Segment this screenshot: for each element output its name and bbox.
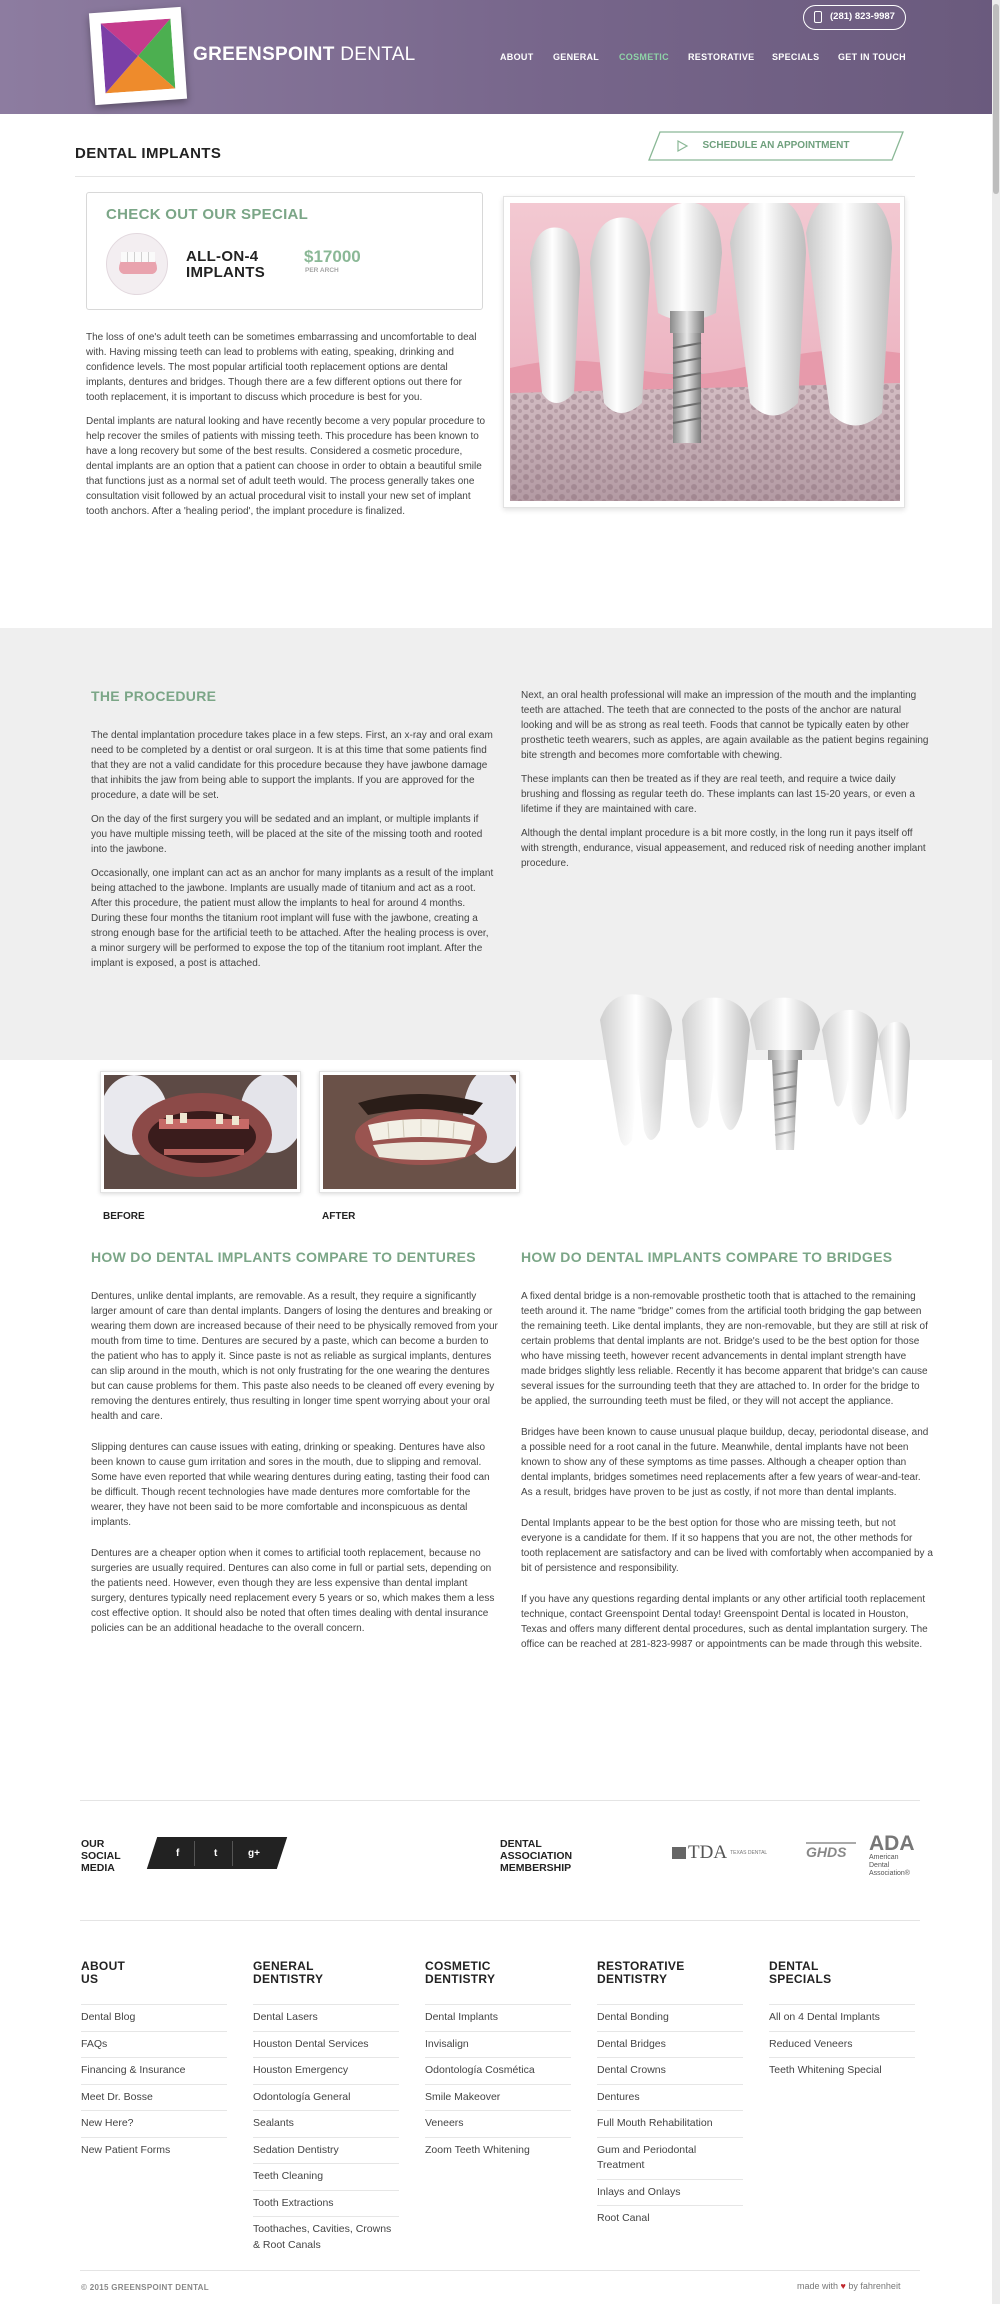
- implant-thumbnail: [106, 233, 168, 295]
- footer-link[interactable]: Teeth Whitening Special: [769, 2057, 915, 2084]
- footer-link[interactable]: Invisalign: [425, 2031, 571, 2058]
- nav-specials[interactable]: SPECIALS: [772, 52, 820, 62]
- footer-link[interactable]: Dental Bridges: [597, 2031, 743, 2058]
- footer-list-restorative: [597, 2004, 743, 2232]
- tda-logo[interactable]: TDA TEXAS DENTAL: [672, 1842, 782, 1860]
- special-card[interactable]: [86, 192, 483, 310]
- dentures-paragraph: Dentures are a cheaper option when it comes to artificial tooth replacement, because no surgeries are usually required. Dentures can also come in full or partial sets, depending on the patients need. However, even though they are less expensive than dental implant surgery, dentures typically need replacement every 5 years or so, which makes them a less cost effective option. It should also be noted that often times dealing with dental insurance policies can be an additional headache to the overall concern.: [91, 1548, 495, 1634]
- procedure-paragraph: Occasionally, one implant can act as an anchor for many implants as a result of the implant being attached to the jawbone. Implants are usually made of titanium and act as a root. After this procedure, the patient must allow the implants to heal for around 4 months. During these four months the titanium root implant will fuse with the jawbone, creating a strong enough base for the artificial teeth to be attached. After the healing process is over, a minor surgery will be performed to expose the top of the titanium root implant. After the implant is exposed, a post is attached.: [91, 868, 494, 969]
- implant-hero-image: [510, 203, 900, 501]
- intro-paragraph: The loss of one's adult teeth can be sometimes embarrassing and uncomfortable to deal with. Having missing teeth can lead to problems with eating, speaking, drinking and confidence levels. The most popular artificial tooth replacement options are dental implants, dentures and bridges. Though there are a few different options out there for tooth replacement, it is important to discuss which procedure is best for you.: [86, 332, 477, 403]
- phone-button[interactable]: [803, 5, 906, 30]
- footer-link[interactable]: FAQs: [81, 2031, 227, 2058]
- footer-link[interactable]: New Patient Forms: [81, 2137, 227, 2164]
- footer-link[interactable]: Houston Emergency: [253, 2057, 399, 2084]
- footer-heading-specials: DENTAL SPECIALS: [769, 1959, 832, 1986]
- special-heading: CHECK OUT OUR SPECIAL: [106, 206, 309, 223]
- before-photo: [104, 1075, 297, 1189]
- footer-link[interactable]: Teeth Cleaning: [253, 2163, 399, 2190]
- special-per: PER ARCH: [305, 267, 339, 274]
- footer-link[interactable]: Dental Implants: [425, 2004, 571, 2031]
- footer-link[interactable]: Root Canal: [597, 2205, 743, 2232]
- hero-image-frame: [503, 196, 905, 508]
- heart-icon: ♥: [840, 2281, 846, 2291]
- footer-heading-cosmetic: COSMETIC DENTISTRY: [425, 1959, 496, 1986]
- nav-general[interactable]: GENERAL: [553, 52, 600, 62]
- ghds-logo[interactable]: GHDS: [806, 1842, 856, 1864]
- procedure-paragraph: These implants can then be treated as if they are real teeth, and require a twice daily brushing and flossing as regular teeth do. These implants can last 15-20 years, or even a lifetime if they are maintained with care.: [521, 774, 915, 815]
- site-header: [0, 0, 1000, 114]
- footer-link[interactable]: Sedation Dentistry: [253, 2137, 399, 2164]
- footer-link[interactable]: Zoom Teeth Whitening: [425, 2137, 571, 2164]
- footer-link[interactable]: Smile Makeover: [425, 2084, 571, 2111]
- dentures-text: [91, 1289, 501, 1645]
- nav-cosmetic[interactable]: COSMETIC: [619, 52, 669, 62]
- special-name: ALL-ON-4 IMPLANTS: [186, 248, 266, 281]
- procedure-left-column: [91, 728, 496, 980]
- bridges-paragraph: If you have any questions regarding dental implants or any other artificial tooth replacement technique, contact Greenspoint Dental today! Greenspoint Dental is located in Houston, Texas and offers many different dental procedures, such as dental implantation surgery. The office can be reached at 281-823-9987 or appointments can be made through this website.: [521, 1594, 928, 1650]
- dentures-paragraph: Dentures, unlike dental implants, are removable. As a result, they require a significantly larger amount of care than dental implants. Dangers of losing the dentures and breaking or wearing them down are increased because of their need to be physically removed from your mouth from time to time. Dentures are secured by a paste, which can become a burden to the patient who has to apply it. Since paste is not as reliable as surgical implants, dentures can slip around in the mouth, which is not only frustrating for the one wearing the dentures but can cause problems for them. This paste also needs to be cleaned off every evening by removing the dentures entirely, thus resulting in longer time spent worrying about your oral health and care.: [91, 1291, 498, 1422]
- footer-heading-restorative: RESTORATIVE DENTISTRY: [597, 1959, 685, 1986]
- bridges-heading: HOW DO DENTAL IMPLANTS COMPARE TO BRIDGES: [521, 1249, 893, 1265]
- footer-link[interactable]: Dentures: [597, 2084, 743, 2111]
- scrollbar[interactable]: [992, 0, 1000, 2304]
- title-divider: [75, 176, 915, 177]
- before-photo-frame[interactable]: [100, 1071, 301, 1193]
- footer-link[interactable]: Dental Blog: [81, 2004, 227, 2031]
- procedure-right-column: [521, 688, 931, 880]
- cta-label: SCHEDULE AN APPOINTMENT: [702, 140, 850, 151]
- logo-mark: [101, 19, 176, 94]
- twitter-icon[interactable]: t: [199, 1841, 233, 1866]
- footer-link[interactable]: New Here?: [81, 2110, 227, 2137]
- page-title-wrap: [75, 145, 221, 162]
- social-separator: [194, 1841, 195, 1866]
- intro-text: [86, 330, 486, 528]
- association-label: DENTAL ASSOCIATION MEMBERSHIP: [500, 1838, 573, 1874]
- footer-link[interactable]: Odontología General: [253, 2084, 399, 2111]
- footer-link[interactable]: Gum and Periodontal Treatment: [597, 2137, 743, 2179]
- special-price: $17000: [304, 247, 361, 266]
- copyright: © 2015 GREENSPOINT DENTAL: [81, 2283, 209, 2292]
- procedure-heading: THE PROCEDURE: [91, 688, 217, 704]
- dentures-paragraph: Slipping dentures can cause issues with eating, drinking or speaking. Dentures have also been known to cause gum irritation and sores in the mouth, due to slipping and removal. Some have even reported that while wearing dentures during eating, tasting their food can be difficult. Though recent technologies have made dentures more comfortable for the wearer, they have not been said to be more comfortable and inconspicuous as dental implants.: [91, 1442, 490, 1528]
- bridges-paragraph: A fixed dental bridge is a non-removable prosthetic tooth that is attached to the remaining teeth around it. The name "bridge" comes from the artificial tooth bridging the gap between the remaining teeth. Like dental implants, they are non-removable, but they are still at risk of certain problems that dental implants are not. Bridge's used to be the best option for those who have missing teeth, however recent advancements in dental implant strength have made bridges slightly less reliable. Recently it has become apparent that bridge's can cause several issues for the surrounding teeth that they are attached to. In order for the bridge to be applied, the surrounding teeth must be filed, or they will not accept the appliance.: [521, 1291, 928, 1407]
- footer-list-about: [81, 2004, 227, 2163]
- schedule-appointment-button[interactable]: [648, 131, 904, 161]
- facebook-icon[interactable]: f: [161, 1841, 195, 1866]
- footer-link[interactable]: Dental Lasers: [253, 2004, 399, 2031]
- footer-link[interactable]: Odontología Cosmética: [425, 2057, 571, 2084]
- after-photo: [323, 1075, 516, 1189]
- bottom-divider: [80, 2270, 920, 2271]
- nav-restorative[interactable]: RESTORATIVE: [688, 52, 755, 62]
- footer-list-cosmetic: [425, 2004, 571, 2163]
- footer-link[interactable]: Sealants: [253, 2110, 399, 2137]
- dentures-heading: HOW DO DENTAL IMPLANTS COMPARE TO DENTURES: [91, 1249, 476, 1265]
- teeth-illustration: [590, 990, 910, 1190]
- google-plus-icon[interactable]: g+: [237, 1841, 271, 1866]
- footer-list-specials: [769, 2004, 915, 2084]
- social-separator: [232, 1841, 233, 1866]
- page-title: DENTAL IMPLANTS: [75, 145, 222, 162]
- after-photo-frame[interactable]: [319, 1071, 520, 1193]
- footer-link[interactable]: Reduced Veneers: [769, 2031, 915, 2058]
- footer-link[interactable]: Dental Crowns: [597, 2057, 743, 2084]
- footer-link[interactable]: Toothaches, Cavities, Crowns & Root Canals: [253, 2216, 399, 2258]
- footer-link[interactable]: All on 4 Dental Implants: [769, 2004, 915, 2031]
- footer-link[interactable]: Dental Bonding: [597, 2004, 743, 2031]
- content-divider: [80, 1800, 920, 1801]
- bridges-paragraph: Bridges have been known to cause unusual plaque buildup, decay, periodontal disease, and a possible need for a root canal in the future. Meanwhile, dental implants have not been known to show any of these symptoms as time passes. Although a cheaper option than dental implants, bridges sometimes need replacements after a few years of wear-and-tear. As a result, bridges have proven to be just as costly, if not more than dental implants.: [521, 1427, 929, 1498]
- logo[interactable]: [89, 7, 187, 105]
- footer-link[interactable]: Veneers: [425, 2110, 571, 2137]
- brand-name[interactable]: GREENSPOINT DENTAL: [193, 44, 416, 65]
- footer-heading-about: ABOUT US: [81, 1959, 126, 1986]
- scrollbar-thumb[interactable]: [993, 4, 999, 194]
- footer-link[interactable]: Inlays and Onlays: [597, 2179, 743, 2206]
- nav-about[interactable]: ABOUT: [500, 52, 534, 62]
- social-label: OUR SOCIAL MEDIA: [81, 1838, 121, 1874]
- intro-paragraph: Dental implants are natural looking and have recently become a very popular procedure to help recover the smiles of patients with missing teeth. This procedure has been known to have a long recovery but some of the best results. Considered a cosmetic procedure, dental implants are an option that a patient can choose in order to obtain a beautiful smile that functions just as a normal set of adult teeth would. The process generally takes one consultation visit followed by an actual procedural visit to install your new set of implant tooth anchors. After a 'healing period', the implant procedure is finalized.: [86, 416, 486, 517]
- phone-icon: [814, 11, 822, 23]
- procedure-paragraph: The dental implantation procedure takes place in a few steps. First, an x-ray and oral exam need to be completed by a dentist or oral surgeon. It is at this time that some patients find that they are not a valid candidate for this procedure because they have jawbone damage that inhibits the jaw from being able to support the implants. If you are approved for the procedure, a date will be set.: [91, 730, 493, 801]
- bridges-paragraph: Dental Implants appear to be the best option for those who are missing teeth, but not everyone is a candidate for them. If it so happens that you are not, the other methods for tooth replacement are satisfactory and can be lived with comfortably when accompanied by a bit of persistence and responsibility.: [521, 1518, 933, 1574]
- footer-list-general: [253, 2004, 399, 2258]
- footer-divider: [80, 1920, 920, 1921]
- procedure-paragraph: Next, an oral health professional will make an impression of the mouth and the implanting teeth are attached. The teeth that are connected to the posts of the anchor are natural looking and will be as strong as real teeth. Foods that cannot be typically eaten by other prosthetic teeth wearers, such as apples, are again available as the patient begins regaining bite strength and becomes more comfortable with chewing.: [521, 690, 929, 761]
- footer-link[interactable]: Houston Dental Services: [253, 2031, 399, 2058]
- phone-number: (281) 823-9987: [830, 11, 895, 22]
- procedure-paragraph: On the day of the first surgery you will be sedated and an implant, or multiple implants if you have multiple missing teeth, will be placed at the site of the missing tooth and rooted into the jawbone.: [91, 814, 483, 855]
- footer-link[interactable]: Tooth Extractions: [253, 2190, 399, 2217]
- procedure-paragraph: Although the dental implant procedure is a bit more costly, in the long run it pays itself off with strength, endurance, visual appeasement, and reduced risk of needing another implant procedure.: [521, 828, 926, 869]
- after-caption: AFTER: [322, 1211, 356, 1222]
- made-with-credit[interactable]: made with ♥ by fahrenheit: [797, 2281, 901, 2291]
- footer-link[interactable]: Full Mouth Rehabilitation: [597, 2110, 743, 2137]
- footer-heading-general: GENERAL DENTISTRY: [253, 1959, 324, 1986]
- bridges-text: [521, 1289, 933, 1661]
- before-caption: BEFORE: [103, 1211, 145, 1222]
- teeth-shape: [121, 252, 155, 262]
- footer-link[interactable]: Meet Dr. Bosse: [81, 2084, 227, 2111]
- nav-get-in-touch[interactable]: GET IN TOUCH: [838, 52, 906, 62]
- footer-link[interactable]: Financing & Insurance: [81, 2057, 227, 2084]
- ada-logo[interactable]: ADA American Dental Association®: [869, 1832, 915, 1877]
